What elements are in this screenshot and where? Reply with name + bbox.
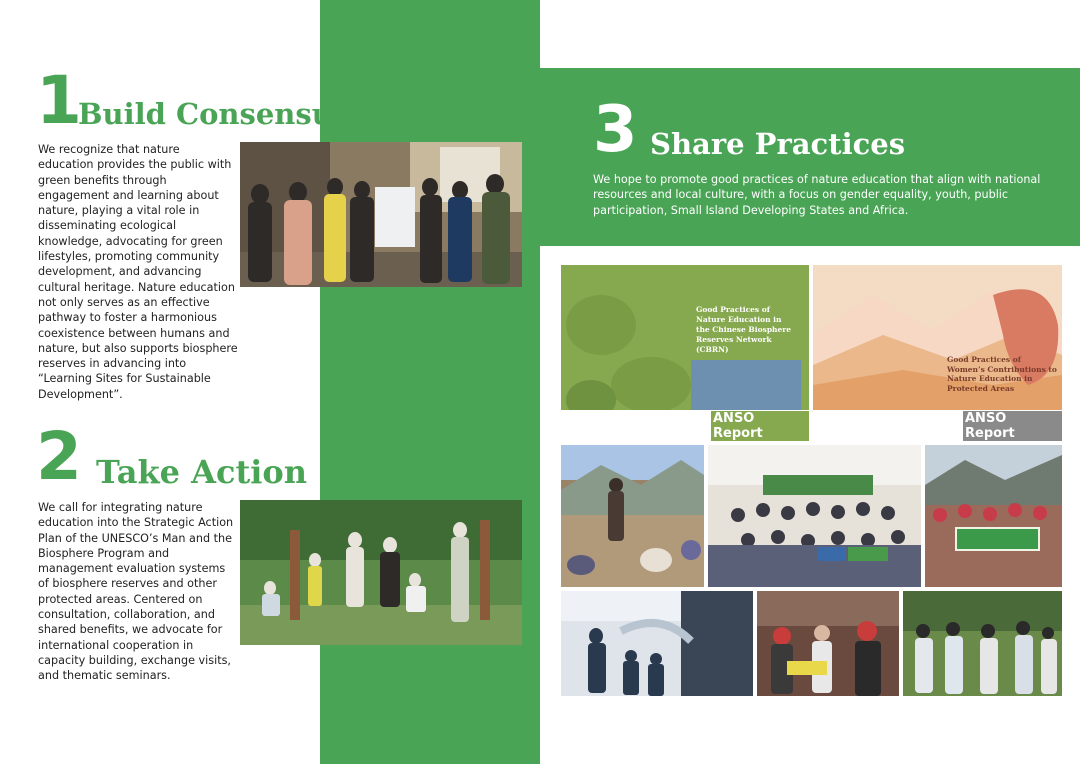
report-cover-cbrn <box>561 265 809 441</box>
section-3-body: We hope to promote good practices of nature education that align with national resources and local culture, with a focus on gender equality, youth, public participation, Small Island Developing States and Africa. <box>593 173 1041 217</box>
report-1-brand: ANSO Report <box>711 411 809 441</box>
section-3-title: Share Practices <box>650 127 906 161</box>
report-2-brand: ANSO Report <box>963 411 1062 441</box>
photo-group-event <box>708 445 921 587</box>
report-1-title: Good Practices of Nature Education in the Chinese Biosphere Reserves Network (CBRN) <box>696 305 792 354</box>
section-2-title: Take Action <box>96 453 308 491</box>
photo-take-action <box>240 500 522 645</box>
photo-cultural-activity <box>757 591 899 696</box>
section-1-number: 1 <box>36 62 82 139</box>
report-2-title: Good Practices of Women’s Contributions to Nature Education in Protected Areas <box>947 355 1057 393</box>
left-green-band <box>320 0 540 764</box>
photo-field-study <box>561 445 704 587</box>
group-photo-consensus <box>240 142 522 287</box>
report-cover-women <box>813 265 1062 441</box>
section-1-title: Build Consensus <box>78 97 350 131</box>
section-1-body: We recognize that nature education provides the public with green benefits through engagement and learning about nature, playing a vital role in disseminating ecological knowledge, advocating for green lifestyles, promoting community development, and advancing cultural heritage. Nature education not only serves as an effective pathway to foster a harmonious coexistence between humans and nature, but also supports biosphere reserves in advancing into “Learning Sites for Sustainable Development”. <box>38 143 238 401</box>
photo-banner-group <box>925 445 1062 587</box>
section-3-number: 3 <box>593 93 638 167</box>
photo-museum-visit <box>561 591 753 696</box>
photo-students-outdoor <box>903 591 1062 696</box>
section-2-body: We call for integrating nature education into the Strategic Action Plan of the UNESCO’s Man and the Biosphere Program and management evaluation systems of biosphere reserves and other protected areas. Centered on consultation, collaboration, and shared benefits, we advocate for international cooperation in capacity building, exchange visits, and thematic seminars. <box>38 501 234 683</box>
section-2-number: 2 <box>36 418 82 495</box>
